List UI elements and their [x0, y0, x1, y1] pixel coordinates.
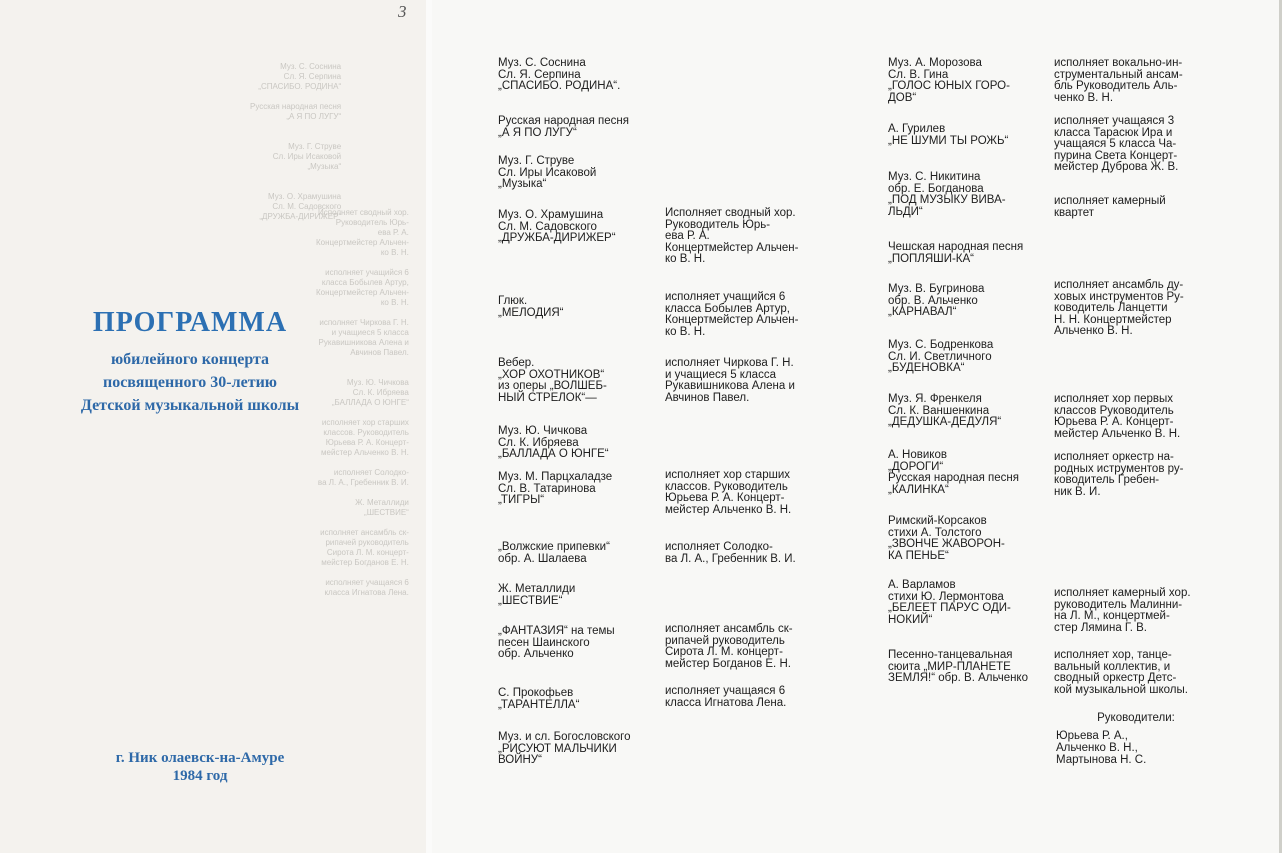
right-work-entry: [888, 172, 1006, 218]
performer-line: рипачей руководитель: [665, 634, 785, 647]
work-line: „РИСУЮТ МАЛЬЧИКИ: [498, 742, 617, 755]
performer-line: Исполняет сводный хор.: [665, 207, 796, 219]
performer-line: Рукавишникова Алена и: [665, 380, 795, 392]
work-line: Русская народная песня: [498, 115, 630, 127]
work-line: А. Гурилев: [888, 123, 946, 135]
performer-line: мейстер Богданов Е. Н.: [665, 657, 791, 670]
performer-line: исполняет хор, танце-: [1054, 649, 1172, 661]
left-work-entry: [498, 116, 629, 139]
work-line: Сл. Иры Исаковой: [498, 166, 597, 179]
right-performer-note: [1054, 394, 1180, 440]
performer-line: вальный коллектив, и: [1054, 660, 1171, 673]
program-title: ПРОГРАММА: [92, 307, 288, 338]
work-line: Вебер.: [498, 357, 535, 369]
work-line: Муз. С. Никитина: [888, 171, 981, 183]
left-work-entry: [498, 210, 616, 245]
right-work-entry: [888, 284, 984, 319]
work-line: „БАЛЛАДА О ЮНГЕ“: [498, 448, 609, 460]
performer-line: на Л. М., концертмей-: [1054, 610, 1170, 622]
work-line: Муз. С. Соснина: [498, 57, 586, 69]
work-line: „Волжские припевки“: [498, 541, 610, 553]
left-performer-note: [665, 470, 791, 516]
right-work-entry: [888, 650, 1028, 685]
work-line: Чешская народная песня: [888, 241, 1024, 253]
work-line: С. Прокофьев: [498, 687, 574, 699]
work-line: Муз. М. Парцхаладзе: [498, 471, 613, 483]
performer-line: класса Бобылев Артур,: [665, 302, 790, 315]
work-line: Ж. Металлиди: [498, 583, 576, 595]
left-performer-note: [665, 358, 795, 404]
work-line: Сл. К. Ваншенкина: [888, 404, 990, 417]
right-work-entry: [888, 580, 1011, 626]
left-performer-note: [665, 686, 786, 709]
left-work-entry: [498, 472, 612, 507]
city: г. Ник олаевск-на-Амуре: [115, 750, 285, 766]
work-line: „СПАСИБО. РОДИНА“.: [498, 80, 621, 92]
left-work-entry: [498, 688, 579, 711]
year: 1984 год: [172, 768, 228, 784]
performer-line: ко В. Н.: [665, 253, 706, 265]
right-work-entry: [888, 58, 1010, 104]
left-work-entry: [498, 358, 607, 404]
performer-line: кой музыкальной школы.: [1054, 683, 1188, 696]
right-work-entry: [888, 516, 1005, 562]
directors-heading: Руководители:: [1097, 712, 1175, 724]
work-line: стихи Ю. Лермонтова: [888, 590, 1004, 603]
right-performer-note: [1054, 196, 1166, 219]
left-work-entry: [498, 296, 564, 319]
performer-line: ник В. И.: [1054, 485, 1101, 498]
work-line: „НЕ ШУМИ ТЫ РОЖЬ“: [888, 134, 1009, 147]
city-and-year: [80, 749, 320, 785]
work-line: Сл. В. Татаринова: [498, 482, 596, 495]
right-performer-note: [1054, 452, 1183, 498]
performer-line: Альченко В. Н.: [1054, 325, 1133, 337]
work-line: Сл. М. Садовского: [498, 220, 597, 233]
work-line: ДОВ“: [888, 91, 917, 104]
director-name: Мартынова Н. С.: [1056, 754, 1147, 766]
performer-line: ководитель Ланцетти: [1054, 302, 1168, 314]
work-line: ВОЙНУ“: [498, 754, 542, 766]
performer-line: ководитель Гребен-: [1054, 474, 1160, 486]
left-work-entry: [498, 626, 615, 661]
work-line: песен Шаинского: [498, 636, 590, 649]
performer-line: Юрьева Р. А. Концерт-: [1054, 416, 1174, 428]
right-performer-note: [1054, 280, 1184, 338]
performer-line: Юрьева Р. А. Концерт-: [665, 492, 785, 504]
program-cover: [0, 0, 426, 853]
right-performer-note: [1054, 58, 1183, 104]
work-line: „ЗВОНЧЕ ЖАВОРОН-: [888, 538, 1005, 550]
right-work-entry: [888, 394, 1001, 429]
work-line: Глюк.: [498, 295, 528, 307]
work-line: „БЕЛЕЕТ ПАРУС ОДИ-: [888, 602, 1011, 614]
work-line: Муз. Г. Струве: [498, 155, 575, 167]
performer-line: ко В. Н.: [665, 325, 706, 338]
performer-line: классов Руководитель: [1054, 404, 1174, 417]
performer-line: квартет: [1054, 206, 1094, 219]
performer-line: руководитель Малинни-: [1054, 598, 1183, 611]
work-line: сюита „МИР-ПЛАНЕТЕ: [888, 660, 1011, 673]
work-line: „ХОР ОХОТНИКОВ“: [498, 368, 605, 381]
performer-line: Концертмейстер Альчен-: [665, 241, 799, 254]
work-line: „ГОЛОС ЮНЫХ ГОРО-: [888, 80, 1010, 92]
director-name: Альченко В. Н.,: [1056, 742, 1138, 754]
work-line: Сл. И. Светличного: [888, 350, 992, 363]
performer-line: Концертмейстер Альчен-: [665, 314, 799, 326]
left-performer-note: [665, 542, 796, 565]
work-line: Муз. Ю. Чичкова: [498, 425, 588, 437]
work-line: А. Варламов: [888, 579, 956, 591]
performer-line: Н. Н. Концертмейстер: [1054, 313, 1172, 326]
work-line: „ПОД МУЗЫКУ ВИВА-: [888, 194, 1006, 206]
work-line: „ФАНТАЗИЯ“ на темы: [498, 625, 615, 637]
left-work-entry: [498, 732, 630, 767]
right-work-entry: [888, 340, 993, 375]
performer-line: мейстер Альченко В. Н.: [665, 503, 792, 516]
performer-line: исполняет Чиркова Г. Н.: [665, 357, 794, 369]
work-line: из оперы „ВОЛШЕБ-: [498, 380, 607, 392]
work-line: Муз. О. Храмушина: [498, 209, 604, 221]
directors-block: [1056, 712, 1216, 766]
work-line: Русская народная песня: [888, 472, 1020, 484]
work-line: обр. В. Альченко: [888, 294, 978, 307]
performer-line: классов. Руководитель: [665, 480, 788, 493]
page-number: 3: [398, 2, 407, 21]
performer-line: исполняет вокально-ин-: [1054, 57, 1183, 69]
work-line: „ДЕДУШКА-ДЕДУЛЯ“: [888, 416, 1002, 428]
work-line: „МЕЛОДИЯ“: [498, 306, 564, 319]
performer-line: исполняет ансамбль ск-: [665, 623, 793, 635]
performer-line: мейстер Дуброва Ж. В.: [1054, 161, 1179, 173]
work-line: КА ПЕНЬЕ“: [888, 549, 949, 562]
performer-line: Авчинов Павел.: [665, 391, 750, 404]
performer-line: родных иструментов ру-: [1054, 462, 1184, 475]
subtitle-line: Детской музыкальной школы: [80, 397, 300, 414]
work-line: „КАЛИНКА“: [888, 483, 949, 496]
performer-line: ховых инструментов Ру-: [1054, 290, 1184, 303]
work-line: „БУДЕНОВКА“: [888, 362, 965, 374]
program-listing-page: [432, 0, 1282, 853]
right-performer-note: [1054, 650, 1188, 696]
left-work-entry: [498, 426, 609, 461]
work-line: Сл. К. Ибряева: [498, 436, 579, 449]
performer-line: исполняет хор старших: [665, 469, 790, 481]
show-through-text: Муз. С. Соснина Сл. Я. Серпина „СПАСИБО. РОДИНА“ Русская народная песня „А Я ПО ЛУГУ“ Муз. Г. Струве Сл. Иры Исаковой „Музыка“ Муз. О. Храмушина Сл. М. Садовского „ДРУЖБА-ДИРИЖЕР“: [250, 62, 342, 221]
performer-line: бль Руководитель Аль-: [1054, 80, 1178, 92]
work-line: ЛЬДИ“: [888, 205, 923, 218]
performer-line: Сирота Л. М. концерт-: [665, 646, 783, 658]
work-line: Сл. В. Гина: [888, 68, 949, 81]
work-line: „ТИГРЫ“: [498, 494, 545, 506]
performer-line: исполняет камерный: [1054, 195, 1166, 207]
left-work-entry: [498, 584, 575, 607]
left-performer-note: [665, 208, 798, 266]
right-work-entry: [888, 242, 1023, 265]
director-name: Юрьева Р. А.,: [1056, 730, 1128, 742]
work-line: А. Новиков: [888, 449, 947, 461]
work-line: НЫЙ СТРЕЛОК“—: [498, 391, 597, 404]
left-performer-note: [665, 624, 793, 670]
right-work-entry: [888, 450, 1019, 496]
work-line: „А Я ПО ЛУГУ“: [498, 126, 577, 139]
performer-line: исполняет оркестр на-: [1054, 451, 1174, 463]
subtitle-line: посвященного 30-летию: [102, 374, 278, 391]
performer-line: исполняет Солодко-: [665, 541, 773, 553]
work-line: стихи А. Толстого: [888, 526, 982, 539]
performer-line: Руководитель Юрь-: [665, 218, 771, 231]
performer-line: исполняет учащаяся 6: [665, 685, 786, 697]
right-performer-note: [1054, 588, 1191, 634]
performer-line: исполняет учащаяся 3: [1054, 115, 1175, 127]
work-line: ЗЕМЛЯ!“ обр. В. Альченко: [888, 672, 1028, 684]
work-line: „ДОРОГИ“: [888, 460, 944, 473]
work-line: „ПОПЛЯШИ-КА“: [888, 252, 974, 265]
work-line: обр. Е. Богданова: [888, 182, 984, 195]
work-line: Песенно-танцевальная: [888, 649, 1013, 661]
left-work-entry: [498, 156, 596, 191]
work-line: „Музыка“: [498, 178, 547, 190]
performer-line: и учащиеся 5 класса: [665, 368, 776, 381]
performer-line: исполняет камерный хор.: [1054, 587, 1191, 599]
left-performer-note: [665, 292, 798, 338]
work-line: Муз. и сл. Богословского: [498, 731, 631, 743]
work-line: Сл. Я. Серпина: [498, 68, 581, 81]
work-line: „ТАРАНТЕЛЛА“: [498, 698, 580, 711]
work-line: „ШЕСТВИЕ“: [498, 594, 563, 607]
performer-line: сводный оркестр Детс-: [1054, 672, 1177, 684]
show-through-text-2: Исполняет сводный хор. Руководитель Юрь- ева Р. А. Концертмейстер Альчен- ко В. Н. исполняет учащийся 6 класса Бобылев Артур, Концертмейстер Альчен- ко В. Н. исполняет Чиркова Г. Н. и учащиеся 5 класса Рукавишникова Алена и Авчинов Павел. Муз. Ю. Чичкова Сл. К. Ибряева „БАЛЛАДА О ЮНГЕ“ исполняет хор старших классов. Руководитель Юрьева Р. А. Концерт- мейстер Альченко В. Н. исполняет Солодко- ва Л. А., Гребенник В. И. Ж. Металлиди „ШЕСТВИЕ“ исполняет ансамбль ск- рипачей руководитель Сирота Л. М. концерт- мейстер Богданов Е. Н. исполняет учащаяся 6 класса Игнатова Лена.: [316, 208, 409, 597]
work-line: „КАРНАВАЛ“: [888, 306, 957, 318]
work-line: НОКИЙ“: [888, 613, 933, 626]
right-work-entry: [888, 124, 1008, 147]
performer-line: исполняет ансамбль ду-: [1054, 279, 1184, 291]
performer-line: исполняет хор первых: [1054, 393, 1174, 405]
performer-line: исполняет учащийся 6: [665, 291, 786, 303]
left-work-entry: [498, 542, 610, 565]
program-subtitle: [40, 348, 340, 417]
performer-line: пурина Света Концерт-: [1054, 149, 1178, 162]
work-line: обр. А. Шалаева: [498, 552, 587, 565]
performer-line: ченко В. Н.: [1054, 91, 1114, 104]
right-performer-note: [1054, 116, 1178, 174]
performer-line: стер Лямина Г. В.: [1054, 621, 1147, 634]
performer-line: ва Л. А., Гребенник В. И.: [665, 552, 796, 565]
work-line: Муз. Я. Френкеля: [888, 393, 982, 405]
performer-line: класса Тарасюк Ира и: [1054, 126, 1173, 139]
performer-line: класса Игнатова Лена.: [665, 696, 787, 709]
performer-line: учащаяся 5 класса Ча-: [1054, 138, 1177, 150]
performer-line: струментальный ансам-: [1054, 68, 1183, 81]
left-work-entry: [498, 58, 620, 93]
work-line: Муз. С. Бодренкова: [888, 339, 994, 351]
work-line: „ДРУЖБА-ДИРИЖЕР“: [498, 232, 616, 244]
work-line: обр. Альченко: [498, 648, 574, 660]
work-line: Муз. В. Бугринова: [888, 283, 985, 295]
performer-line: мейстер Альченко В. Н.: [1054, 427, 1181, 440]
work-line: Римский-Корсаков: [888, 515, 987, 527]
subtitle-line: юбилейного концерта: [110, 351, 270, 368]
performer-line: ева Р. А.: [665, 230, 710, 242]
work-line: Муз. А. Морозова: [888, 57, 982, 69]
